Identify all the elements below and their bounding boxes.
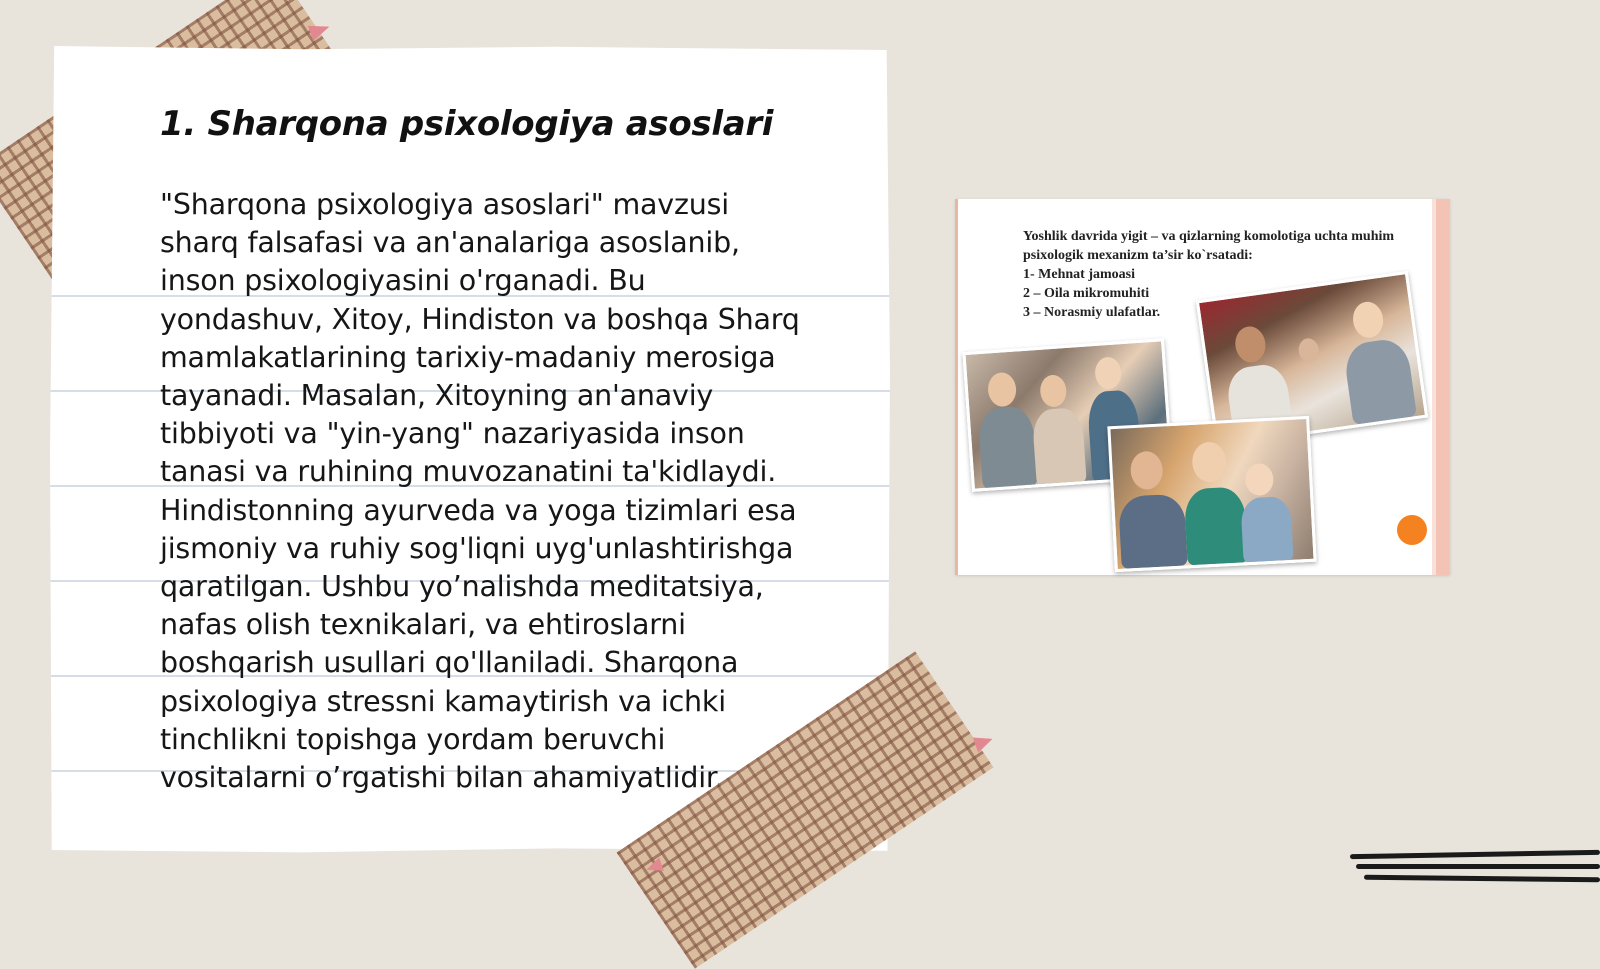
page-title: 1. Sharqona psixologiya asoslari xyxy=(160,104,774,144)
slide-decor-bar xyxy=(1436,199,1450,575)
slide-intro: Yoshlik davrida yigit – va qizlarning komolotiga uchta muhim psixologik mexanizm ta’sir ko`rsatadi: xyxy=(1023,229,1395,263)
decorative-lines xyxy=(1348,848,1600,888)
slide-left-edge xyxy=(955,199,958,575)
slide-item: 3 – Norasmiy ulafatlar. xyxy=(1023,305,1161,320)
slide-orange-dot xyxy=(1397,515,1427,545)
tape-corner-bottom xyxy=(973,731,995,752)
slide-item: 2 – Oila mikromuhiti xyxy=(1023,286,1150,301)
slide-thumbnail xyxy=(955,199,1450,575)
group-photo-3 xyxy=(1107,416,1316,572)
body-paragraph: "Sharqona psixologiya asoslari" mavzusi sharq falsafasi va an'analariga asoslanib, inson psixologiyasini o'rganadi. Bu yondashuv, Xitoy, Hindiston va boshqa Sharq mamlakatlarining tarixiy-madaniy merosiga tayanadi. Masalan, Xitoyning an'anaviy tibbiyoti va "yin-yang" nazariyasida inson tanasi va ruhining muvozanatini ta'kidlaydi. Hindistonning ayurveda va yoga tizimlari esa jismoniy va ruhiy sog'liqni uyg'unlashtirishga qaratilgan. Ushbu yo’nalishda meditatsiya, nafas olish texnikalari, va ehtiroslarni boshqarish usullari qo'llaniladi. Sharqona psixologiya stressni kamaytirish va ichki tinchlikni topishga yordam beruvchi vositalarni o’rgatishi bilan ahamiyatlidir. xyxy=(160,188,800,795)
slide-item: 1- Mehnat jamoasi xyxy=(1023,267,1135,282)
